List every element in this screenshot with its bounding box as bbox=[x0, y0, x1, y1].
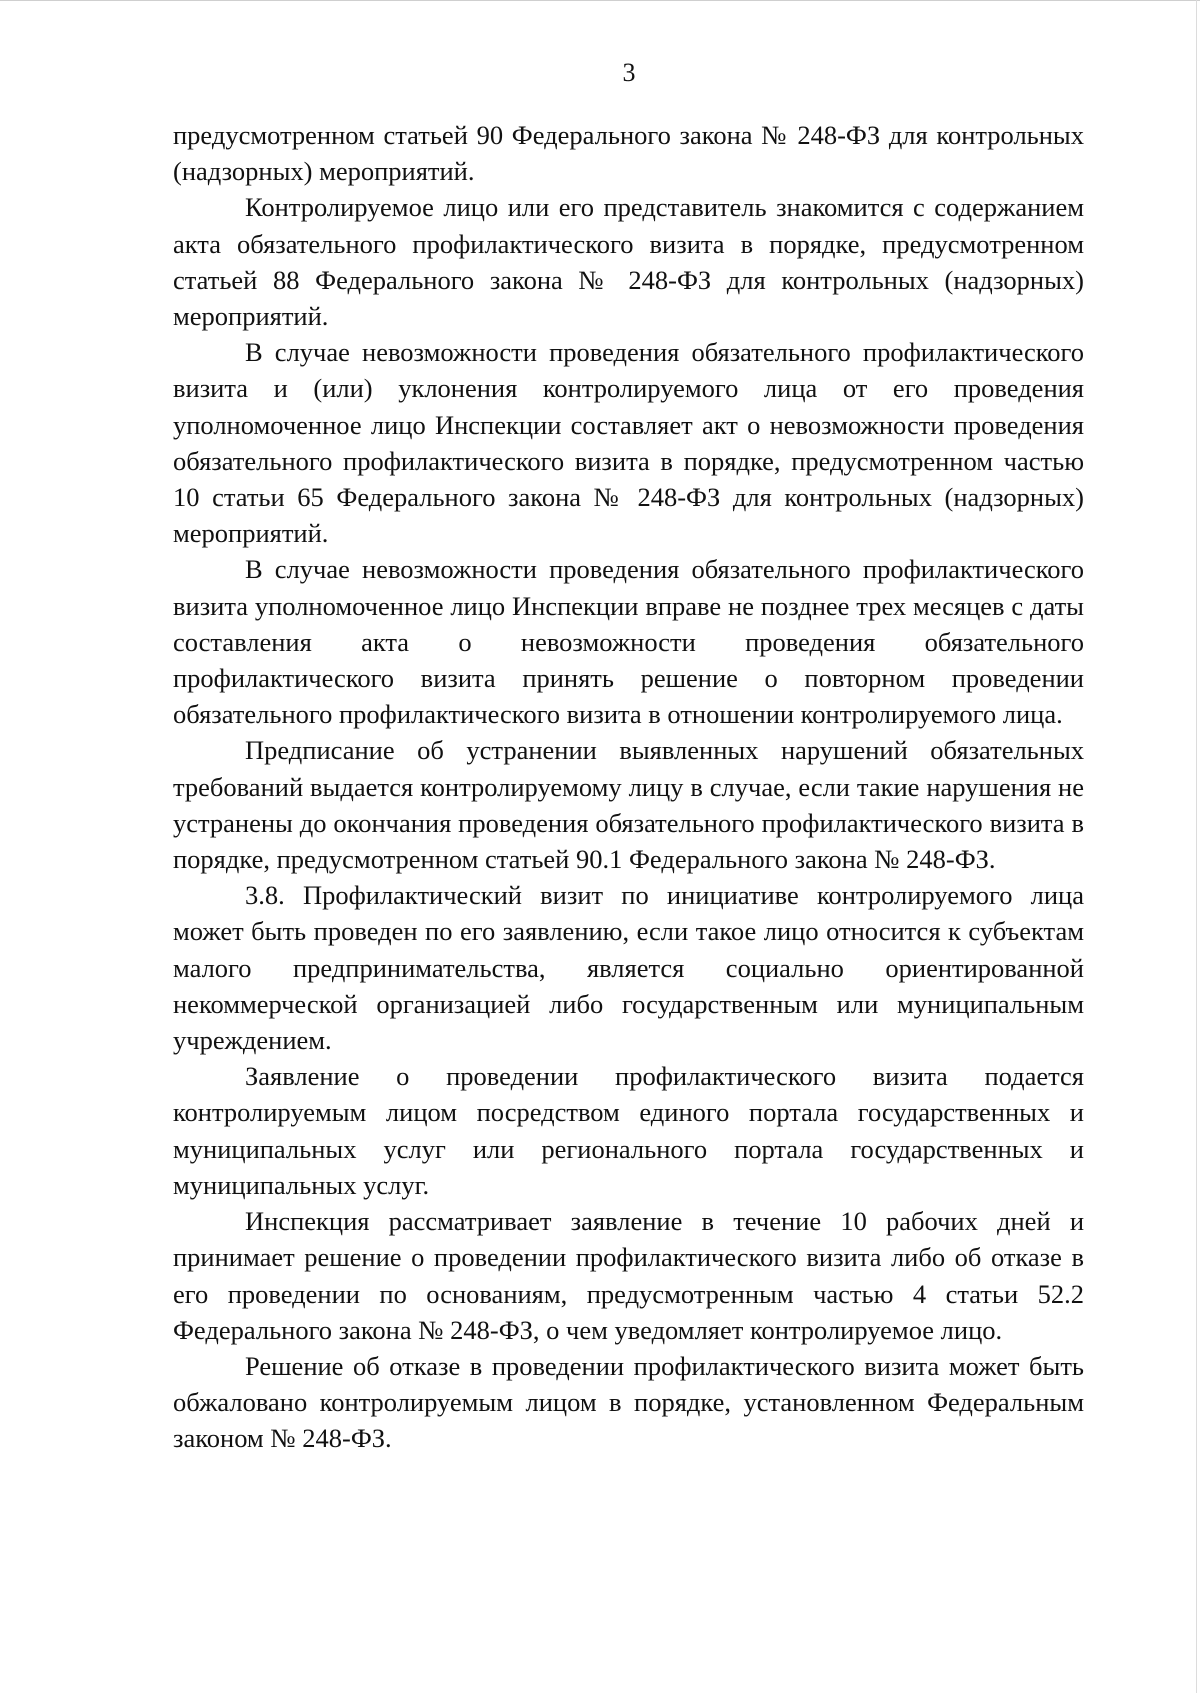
paragraph-appeal: Решение об отказе в проведении профилактического визита может быть обжаловано контролируемым лицом в порядке, установленном Федеральным законом № 248-ФЗ. bbox=[173, 1350, 1084, 1454]
paragraph-impossibility-act: В случае невозможности проведения обязательного профилактического визита и (или) уклонения контролируемого лица от его проведения уполномоченное лицо Инспекции составляет акт о невозможности проведения обязательного профилактического визита в порядке, предусмотренном частью 10 статьи 65 Федерального закона № 248-ФЗ для контрольных (надзорных) мероприятий. bbox=[173, 337, 1084, 549]
scan-edge-right bbox=[1196, 0, 1197, 1693]
page-number: 3 bbox=[622, 58, 636, 87]
document-body bbox=[173, 117, 1084, 1457]
paragraph-inspection-decision: Инспекция рассматривает заявление в течение 10 рабочих дней и принимает решение о проведении профилактического визита либо об отказе в его проведении по основаниям, предусмотренным частью 4 статьи 52.2 Федерального закона № 248-ФЗ, о чем уведомляет контролируемое лицо. bbox=[173, 1206, 1084, 1345]
paragraph-repeat-visit: В случае невозможности проведения обязательного профилактического визита уполномоченное лицо Инспекции вправе не позднее трех месяцев с даты составления акта о невозможности проведения обязательного профилактического визита принять решение о повторном проведении обязательного профилактического визита в отношении контролируемого лица. bbox=[173, 554, 1084, 730]
paragraph-act-familiarization: Контролируемое лицо или его представитель знакомится с содержанием акта обязательного профилактического визита в порядке, предусмотренном статьей 88 Федерального закона № 248-ФЗ для контрольных (надзорных) мероприятий. bbox=[173, 192, 1084, 332]
paragraph-continuation: предусмотренном статьей 90 Федерального закона № 248-ФЗ для контрольных (надзорных) мероприятий. bbox=[173, 120, 1084, 187]
paragraph-prescription: Предписание об устранении выявленных нарушений обязательных требований выдается контролируемому лицу в случае, если такие нарушения не устранены до окончания проведения обязательного профилактического визита в порядке, предусмотренном статьей 90.1 Федерального закона № 248-ФЗ. bbox=[173, 735, 1084, 875]
paragraph-application: Заявление о проведении профилактического визита подается контролируемым лицом посредством единого портала государственных и муниципальных услуг или регионального портала государственных и муниципальных услуг. bbox=[173, 1061, 1084, 1200]
paragraph-section-3-8: 3.8. Профилактический визит по инициативе контролируемого лица может быть проведен по его заявлению, если такое лицо относится к субъектам малого предпринимательства, является социально ориентированной некоммерческой организацией либо государственным или муниципальным учреждением. bbox=[173, 880, 1084, 1056]
scan-edge-top bbox=[0, 0, 1200, 1]
